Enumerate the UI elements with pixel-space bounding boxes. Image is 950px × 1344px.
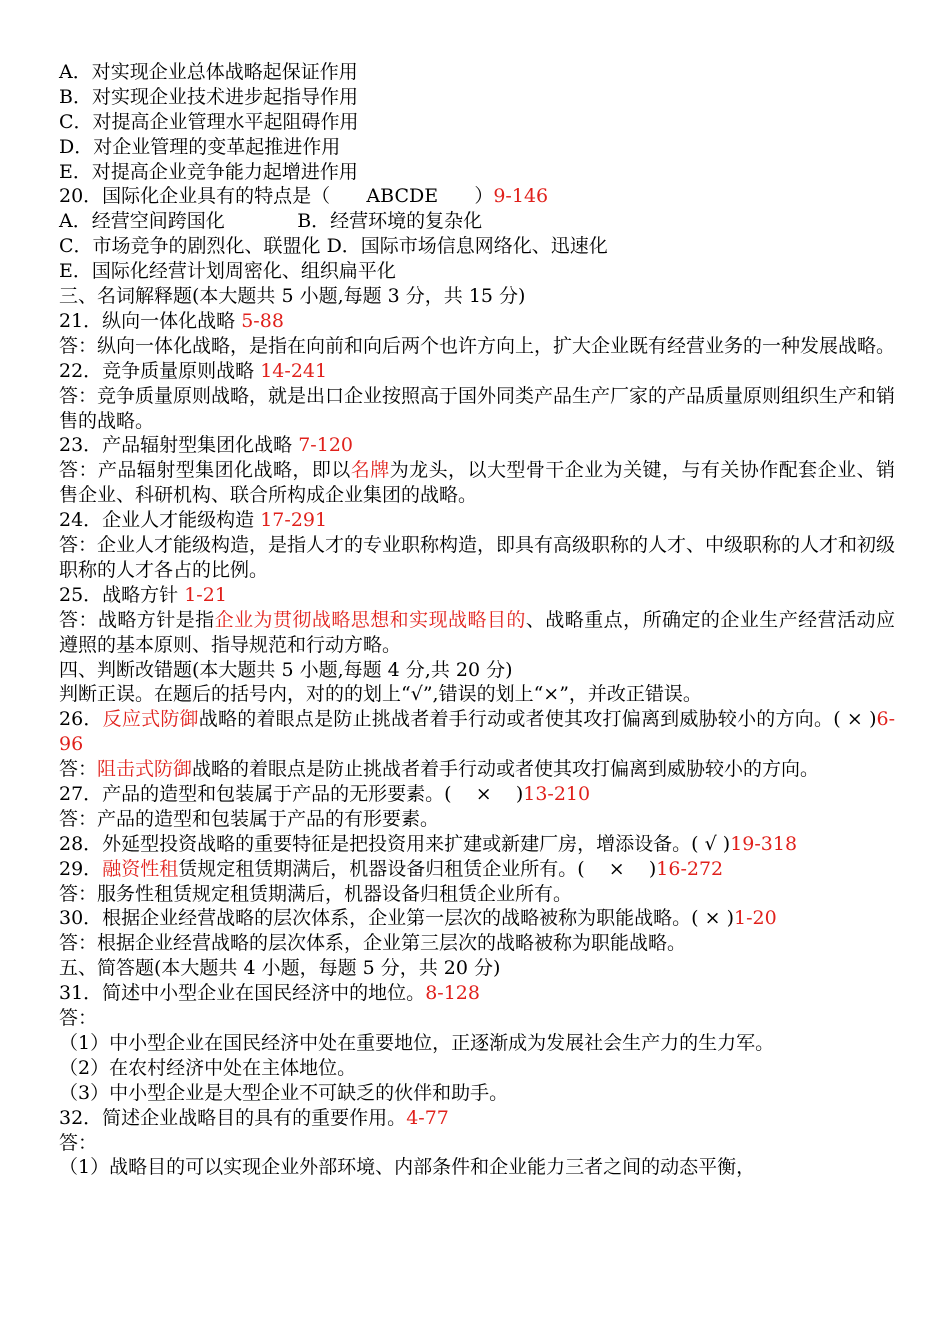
text-segment: 赁规定租赁期满后，机器设备归租赁企业所有。( × ) xyxy=(178,857,657,880)
text-segment: 判断正误。在题后的括号内，对的的划上“√”,错误的划上“×”，并改正错误。 xyxy=(59,683,702,706)
text-line xyxy=(59,334,895,359)
document-page xyxy=(59,60,895,1180)
highlighted-text: 8-128 xyxy=(425,982,480,1005)
text-segment: 答：产品辐射型集团化战略，即以 xyxy=(59,459,351,482)
text-line xyxy=(59,832,895,857)
text-line xyxy=(59,707,895,757)
text-line xyxy=(59,508,895,533)
highlighted-text: 7-120 xyxy=(298,434,353,457)
text-line xyxy=(59,135,895,160)
highlighted-text: 阻击式防御 xyxy=(97,758,193,781)
text-line xyxy=(59,1031,895,1056)
text-segment: 战略的着眼点是防止挑战者着手行动或者使其攻打偏离到威胁较小的方向。( × ) xyxy=(198,708,877,731)
text-segment: （1）战略目的可以实现企业外部环境、内部条件和企业能力三者之间的动态平衡， xyxy=(59,1156,756,1179)
text-line xyxy=(59,384,895,434)
text-segment: 答：竞争质量原则战略，就是出口企业按照高于国外同类产品生产厂家的产品质量原则组织生产和销售的战略。 xyxy=(59,384,896,432)
text-line xyxy=(59,608,895,658)
text-line xyxy=(59,85,895,110)
text-segment: 五、简答题(本大题共 4 小题，每题 5 分，共 20 分) xyxy=(59,957,501,980)
text-segment: 战略的着眼点是防止挑战者着手行动或者使其攻打偏离到威胁较小的方向。 xyxy=(192,758,820,781)
highlighted-text: 16-272 xyxy=(656,857,724,880)
text-segment: 29． xyxy=(59,857,103,880)
text-segment: 答：战略方针是指 xyxy=(59,608,215,631)
text-line xyxy=(59,682,895,707)
highlighted-text: 反应式防御 xyxy=(102,708,199,731)
text-segment: 22．竞争质量原则战略 xyxy=(59,359,261,382)
text-line xyxy=(59,1056,895,1081)
text-segment: 答： xyxy=(59,1007,98,1030)
text-line xyxy=(59,807,895,832)
text-segment: 、战略重点，所确定的企业生产经营活动应遵照的基本原则、指导规范和行动方略。 xyxy=(59,608,895,656)
text-segment: （2）在农村经济中处在主体地位。 xyxy=(59,1056,357,1079)
text-line xyxy=(59,533,895,583)
text-segment: （3）中小型企业是大型企业不可缺乏的伙伴和助手。 xyxy=(59,1081,509,1104)
text-segment: C．对提高企业管理水平起阻碍作用 xyxy=(59,110,359,133)
highlighted-text: 1-20 xyxy=(734,907,777,930)
text-segment: 为龙头，以大型骨干企业为关键，与有关协作配套企业、销售企业、科研机构、联合所构成企业集团的战略。 xyxy=(59,459,895,507)
text-line xyxy=(59,782,895,807)
text-segment: 三、名词解释题(本大题共 5 小题,每题 3 分，共 15 分) xyxy=(59,285,526,308)
highlighted-text: 融资性租 xyxy=(102,857,179,880)
text-segment: 答：服务性租赁规定租赁期满后，机器设备归租赁企业所有。 xyxy=(59,882,573,905)
text-segment: B．对实现企业技术进步起指导作用 xyxy=(59,85,358,108)
highlighted-text: 9-146 xyxy=(493,185,549,208)
text-segment: D．对企业管理的变革起推进作用 xyxy=(59,135,341,158)
text-segment: 答：产品的造型和包装属于产品的有形要素。 xyxy=(59,807,440,830)
text-segment: 31．简述中小型企业在国民经济中的地位。 xyxy=(59,982,426,1005)
highlighted-text: 6-96 xyxy=(59,708,896,756)
text-line xyxy=(59,583,895,608)
text-segment: 答： xyxy=(59,758,98,781)
text-line xyxy=(59,160,895,185)
text-line xyxy=(59,1081,895,1106)
text-line xyxy=(59,1106,895,1131)
text-line xyxy=(59,1006,895,1031)
text-segment: 答：根据企业经营战略的层次体系，企业第三层次的战略被称为职能战略。 xyxy=(59,932,687,955)
text-line xyxy=(59,259,895,284)
highlighted-text: 名牌 xyxy=(350,459,390,482)
text-segment: C．市场竞争的剧烈化、联盟化 D．国际市场信息网络化、迅速化 xyxy=(59,235,608,258)
highlighted-text: 4-77 xyxy=(406,1106,449,1129)
text-line xyxy=(59,60,895,85)
highlighted-text: 13-210 xyxy=(523,783,591,806)
text-line xyxy=(59,110,895,135)
text-line xyxy=(59,458,895,508)
text-line xyxy=(59,184,895,209)
text-segment: 32．简述企业战略目的具有的重要作用。 xyxy=(59,1106,407,1129)
text-segment: 27．产品的造型和包装属于产品的无形要素。( × ) xyxy=(59,783,524,806)
highlighted-text: 19-318 xyxy=(730,832,798,855)
text-line xyxy=(59,658,895,683)
text-line xyxy=(59,284,895,309)
text-line xyxy=(59,857,895,882)
text-line xyxy=(59,433,895,458)
text-segment: 24．企业人才能级构造 xyxy=(59,509,261,532)
text-line xyxy=(59,931,895,956)
text-line xyxy=(59,359,895,384)
text-segment: 25．战略方针 xyxy=(59,583,185,606)
text-segment: A．对实现企业总体战略起保证作用 xyxy=(59,61,358,83)
text-segment: 30．根据企业经营战略的层次体系，企业第一层次的战略被称为职能战略。( × ) xyxy=(59,907,735,930)
highlighted-text: 5-88 xyxy=(241,309,284,332)
text-segment: 答：企业人才能级构造，是指人才的专业职称构造，即具有高级职称的人才、中级职称的人才和初级职称的人才各占的比例。 xyxy=(59,534,896,581)
text-segment: E．对提高企业竞争能力起增进作用 xyxy=(59,160,358,183)
text-segment: 答： xyxy=(59,1131,98,1154)
text-line xyxy=(59,234,895,259)
text-segment: 23．产品辐射型集团化战略 xyxy=(59,434,299,457)
highlighted-text: 1-21 xyxy=(184,583,227,606)
text-segment: 四、判断改错题(本大题共 5 小题,每题 4 分,共 20 分) xyxy=(59,658,513,681)
highlighted-text: 14-241 xyxy=(260,359,328,382)
text-segment: A．经营空间跨国化 B．经营环境的复杂化 xyxy=(59,210,483,233)
highlighted-text: 企业为贯彻战略思想和实现战略目的 xyxy=(214,608,526,631)
text-line xyxy=(59,882,895,907)
text-line xyxy=(59,757,895,782)
text-line xyxy=(59,956,895,981)
text-segment: 26． xyxy=(59,708,103,731)
text-line xyxy=(59,906,895,931)
highlighted-text: 17-291 xyxy=(260,509,328,532)
text-segment: 20．国际化企业具有的特点是（ ABCDE ） xyxy=(59,185,494,208)
text-line xyxy=(59,309,895,334)
text-segment: 21．纵向一体化战略 xyxy=(59,309,242,332)
text-line xyxy=(59,1131,895,1156)
text-segment: 答：纵向一体化战略，是指在向前和向后两个也许方向上，扩大企业既有经营业务的一种发展战略。 xyxy=(59,334,896,357)
text-line xyxy=(59,981,895,1006)
text-line xyxy=(59,1155,895,1180)
text-segment: E．国际化经营计划周密化、组织扁平化 xyxy=(59,260,396,283)
text-segment: （1）中小型企业在国民经济中处在重要地位，正逐渐成为发展社会生产力的生力军。 xyxy=(59,1031,775,1054)
text-line xyxy=(59,209,895,234)
text-segment: 28．外延型投资战略的重要特征是把投资用来扩建或新建厂房，增添设备。( √ ) xyxy=(59,832,731,855)
